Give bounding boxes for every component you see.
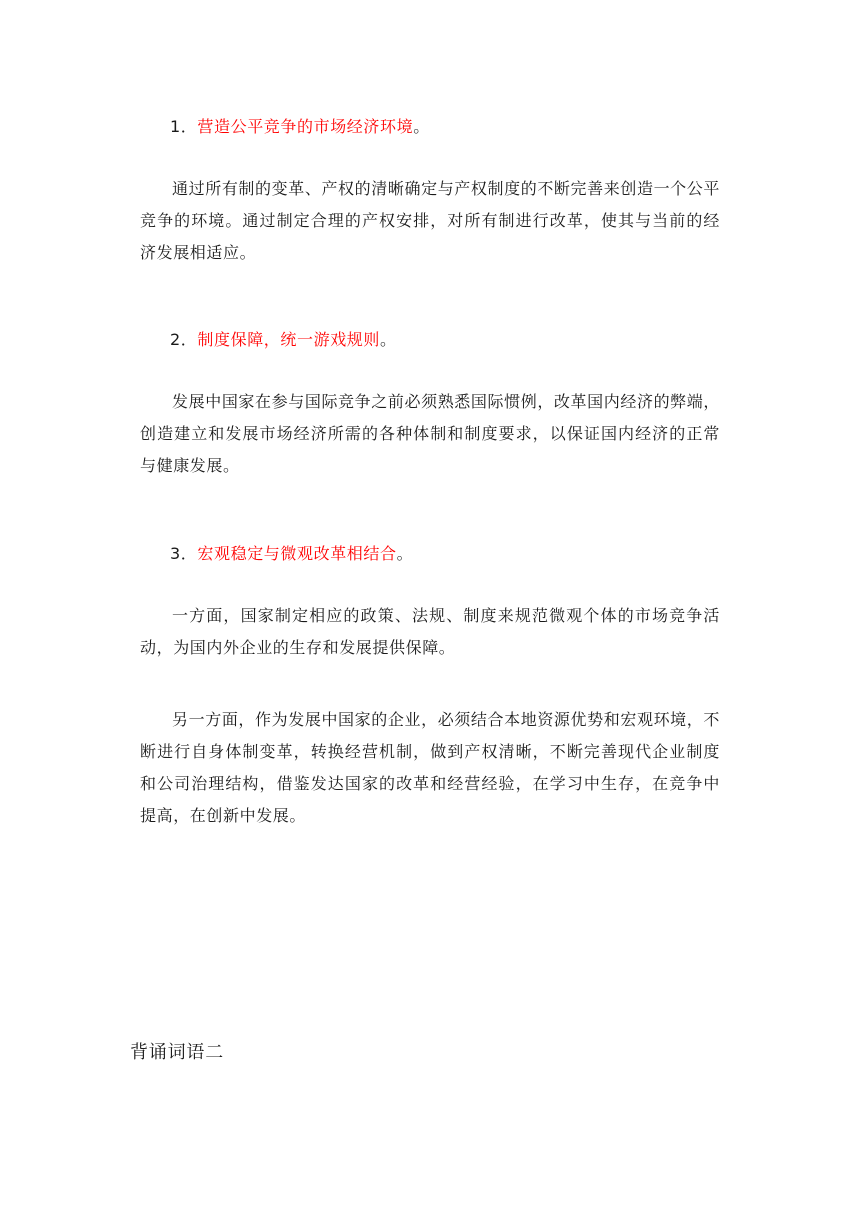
paragraph-1: 通过所有制的变革、产权的清晰确定与产权制度的不断完善来创造一个公平竞争的环境。通过制定合理的产权安排，对所有制进行改革，使其与当前的经济发展相适应。 <box>140 179 720 262</box>
section-title: 背诵词语二 <box>130 1042 224 1063</box>
heading-number: 1． <box>170 117 198 136</box>
paragraph-2: 发展中国家在参与国际竞争之前必须熟悉国际惯例，改革国内经济的弊端，创造建立和发展市场经济所需的各种体制和制度要求，以保证国内经济的正常与健康发展。 <box>140 392 720 475</box>
heading-1 <box>170 111 720 143</box>
heading-end: 。 <box>396 544 414 563</box>
heading-text: 营造公平竞争的市场经济环境 <box>197 117 414 136</box>
heading-text: 宏观稳定与微观改革相结合 <box>197 544 397 563</box>
heading-number: 3． <box>170 544 198 563</box>
heading-3 <box>170 538 720 570</box>
heading-2 <box>170 324 720 356</box>
paragraph-4: 另一方面，作为发展中国家的企业，必须结合本地资源优势和宏观环境，不断进行自身体制变革，转换经营机制，做到产权清晰，不断完善现代企业制度和公司治理结构，借鉴发达国家的改革和经营经验，在学习中生存，在竞争中提高，在创新中发展。 <box>140 710 720 825</box>
heading-end: 。 <box>413 117 430 136</box>
heading-end: 。 <box>380 330 397 349</box>
heading-text: 制度保障，统一游戏规则 <box>197 330 380 349</box>
heading-number: 2． <box>170 330 198 349</box>
paragraph-3: 一方面，国家制定相应的政策、法规、制度来规范微观个体的市场竞争活动，为国内外企业的生存和发展提供保障。 <box>140 606 720 657</box>
